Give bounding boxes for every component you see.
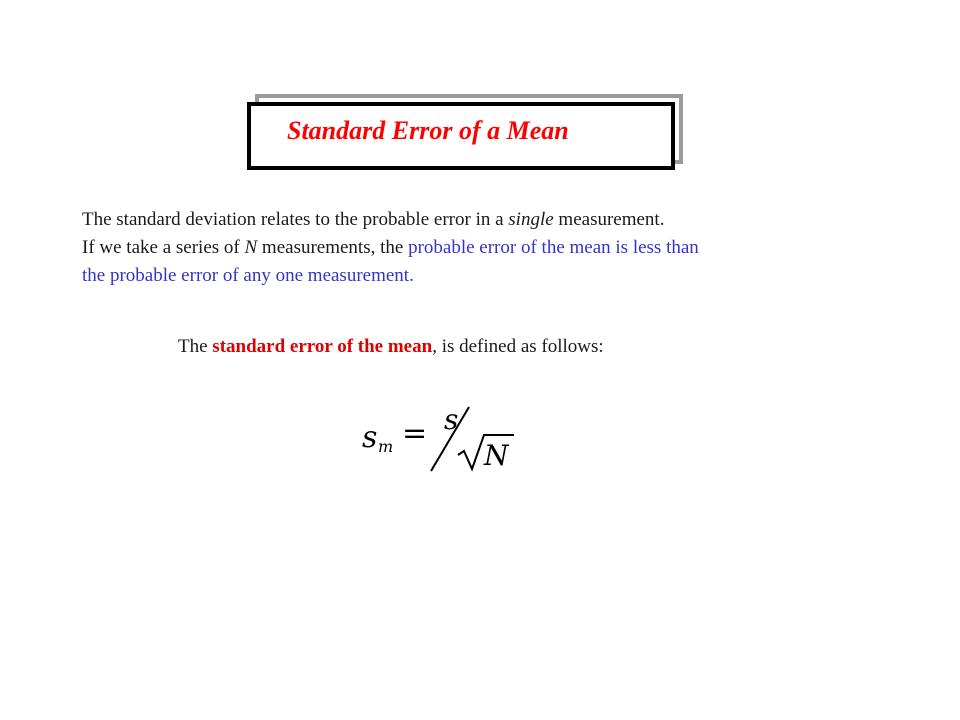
highlight-probable-error-cont: the probable error of any one measurement.	[82, 265, 414, 286]
highlight-probable-error: probable error of the mean is less than	[408, 237, 699, 258]
formula-lhs-subscript: m	[378, 437, 394, 456]
formula-equals: =	[402, 416, 428, 451]
paragraph-line-1: The standard deviation relates to the probable error in a single measurement.	[82, 209, 665, 230]
explanation-paragraph	[82, 206, 882, 290]
definition-term: standard error of the mean	[212, 336, 433, 357]
formula-lhs-s: s	[362, 420, 378, 455]
formula-radicand: N	[484, 439, 509, 472]
title-box	[247, 102, 675, 170]
formula-numerator: s	[444, 403, 459, 436]
definition-sentence: The standard error of the mean, is defined as follows:	[178, 336, 604, 357]
emphasis-single: single	[508, 209, 554, 230]
paragraph-line-2: If we take a series of N measurements, the probable error of the mean is less than	[82, 237, 699, 258]
title-frame	[247, 94, 685, 170]
standard-error-formula	[350, 395, 530, 485]
paragraph-line-3	[82, 262, 882, 290]
slide-title: Standard Error of a Mean	[287, 116, 569, 145]
variable-n: N	[244, 237, 258, 258]
